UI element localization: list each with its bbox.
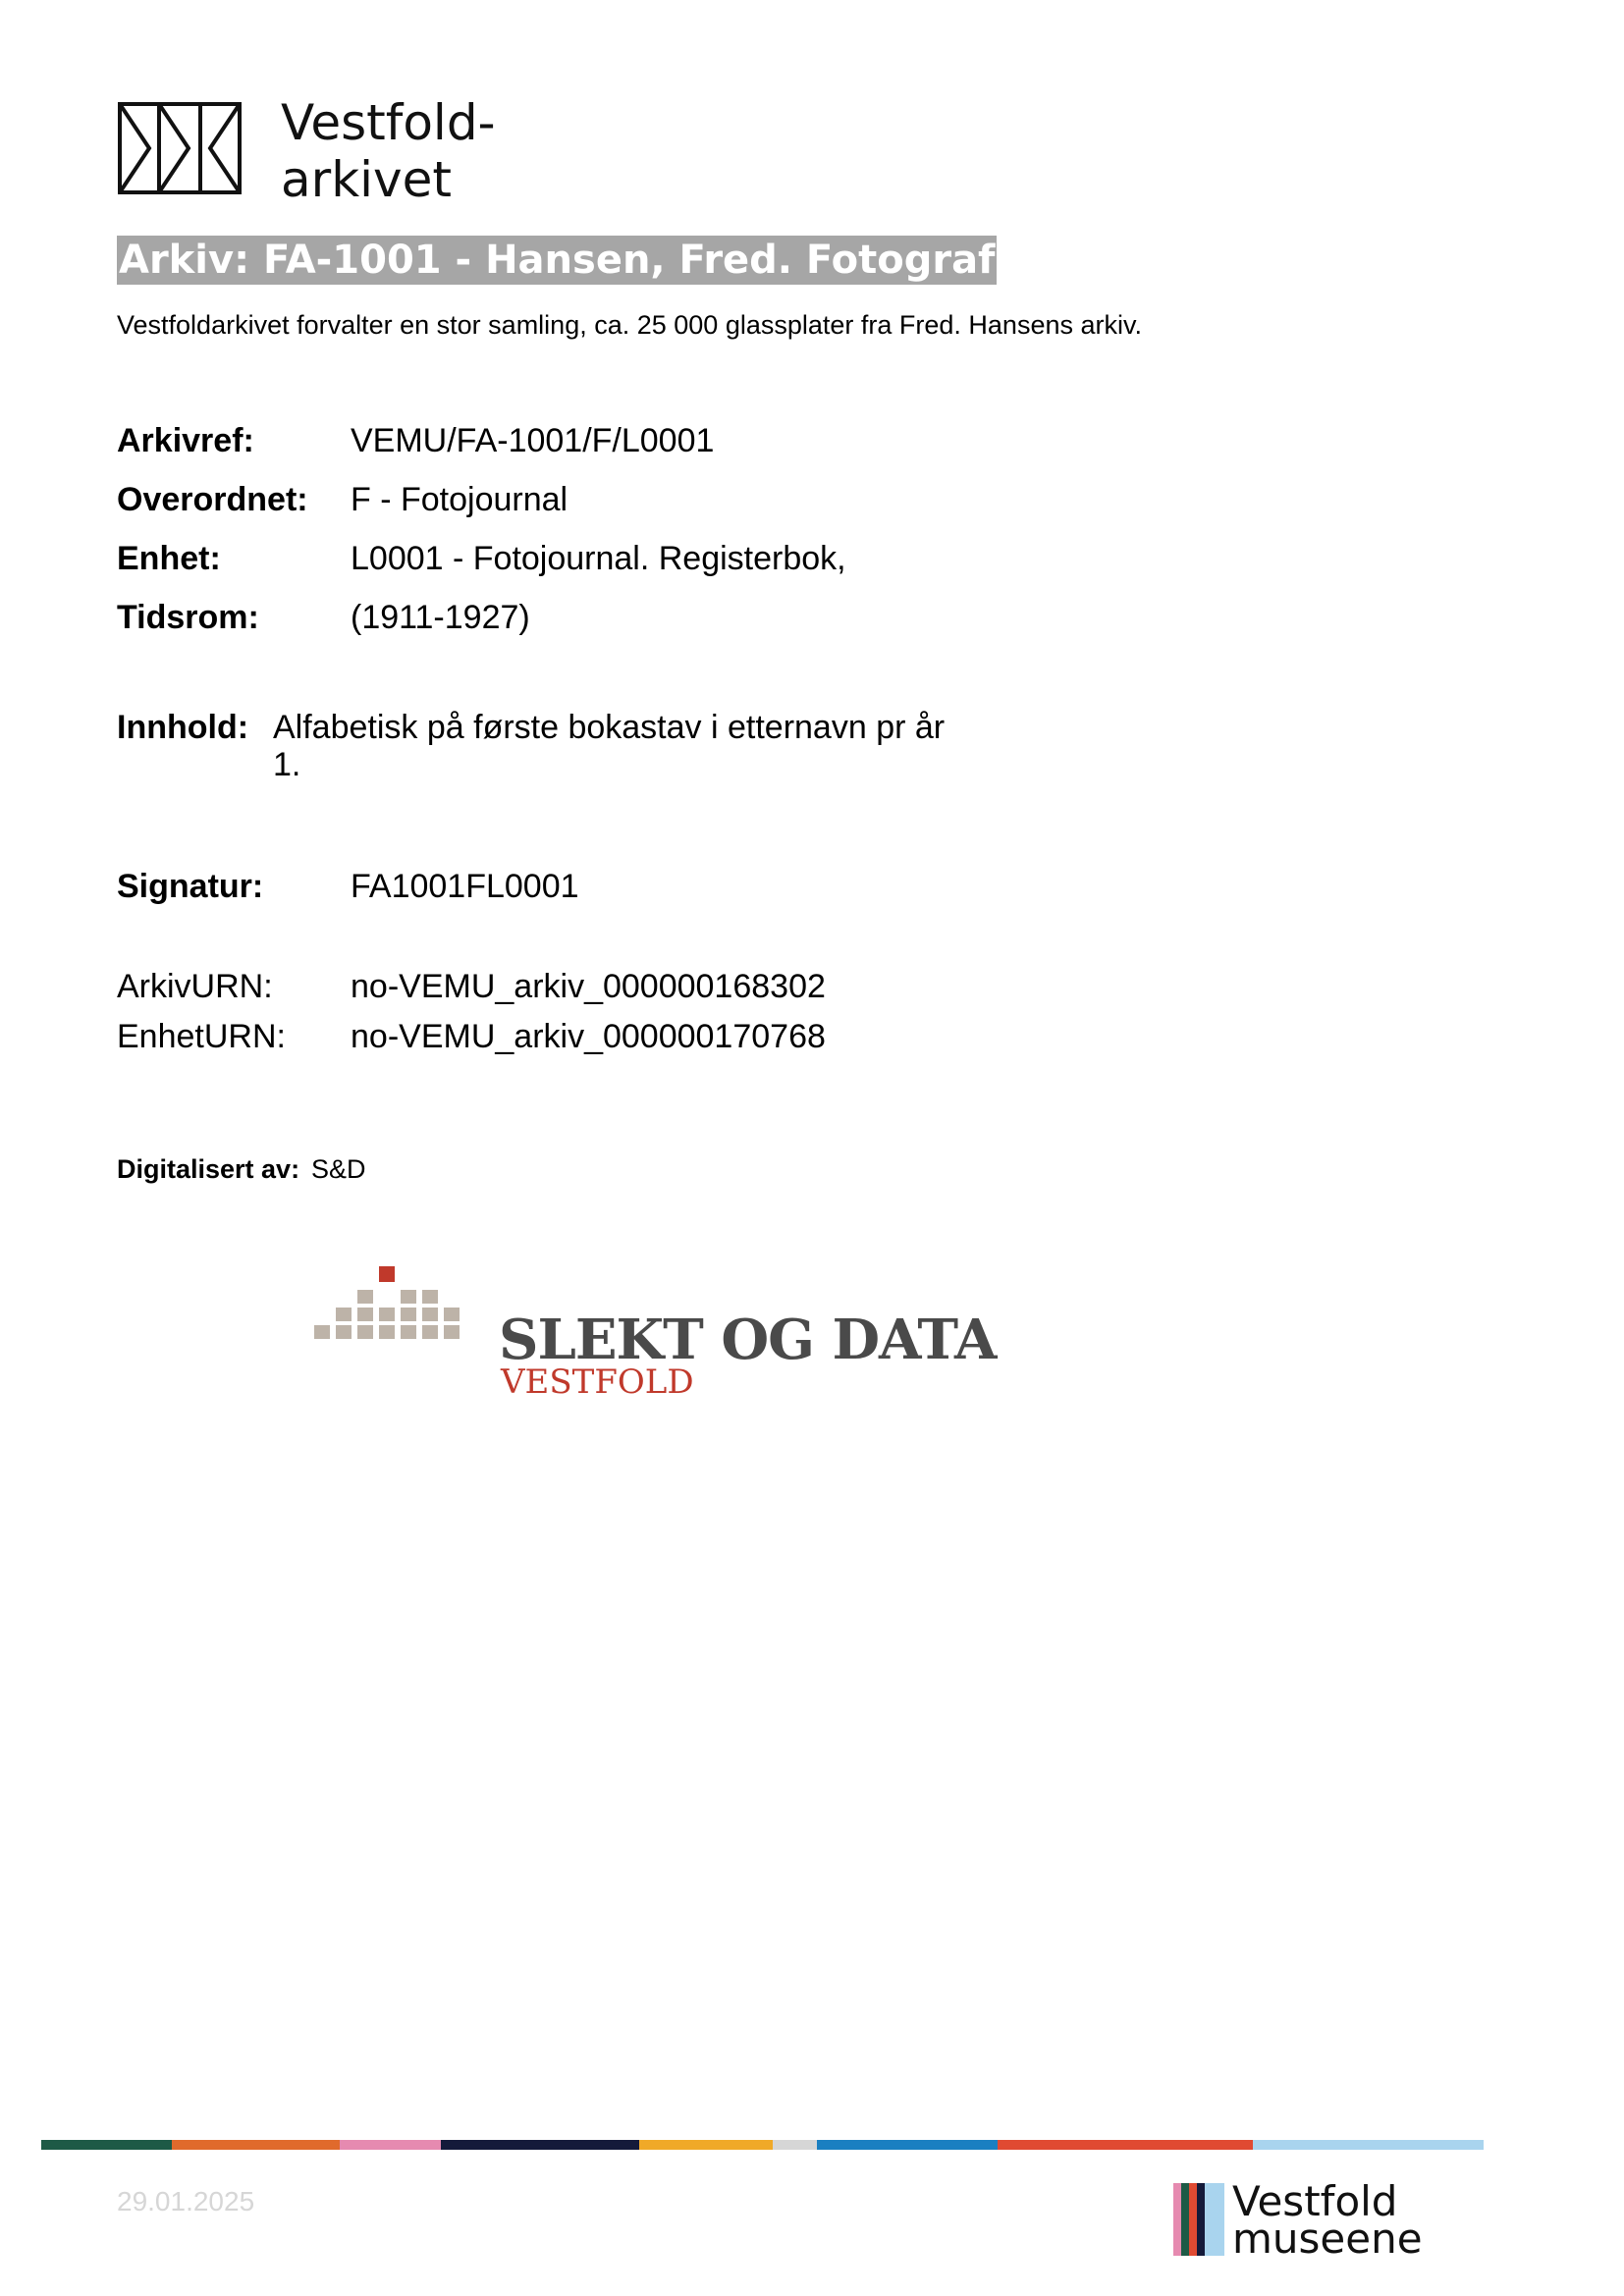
field-value-enhet: L0001 - Fotojournal. Registerbok, [351, 540, 846, 577]
vestfoldmuseene-logo [1173, 2177, 1468, 2263]
field-label-overordnet: Overordnet: [117, 481, 308, 518]
field-label-tidsrom: Tidsrom: [117, 599, 259, 636]
archive-intro: Vestfoldarkivet forvalter en stor samling, ca. 25 000 glassplater fra Fred. Hansens arkiv. [117, 310, 1142, 340]
archive-title: Arkiv: FA-1001 - Hansen, Fred. Fotograf [119, 238, 996, 283]
enhet-urn-label: EnhetURN: [117, 1018, 286, 1055]
slekt-og-data-subtitle: VESTFOLD [501, 1362, 694, 1402]
slekt-og-data-logo [310, 1266, 997, 1402]
museum-logo-line-1: Vestfold [1232, 2177, 1398, 2225]
color-segment [817, 2140, 998, 2150]
color-segment [41, 2140, 172, 2150]
slekt-og-data-mark-icon [310, 1266, 467, 1355]
content-line-1: Alfabetisk på første bokastav i etternavn pr år [273, 709, 946, 746]
content-line-2: 1. [273, 746, 301, 783]
digitized-value: S&D [311, 1154, 366, 1184]
color-segment [998, 2140, 1253, 2150]
footer-date: 29.01.2025 [117, 2186, 255, 2216]
enhet-urn-value: no-VEMU_arkiv_000000170768 [351, 1018, 826, 1055]
color-segment [1253, 2140, 1484, 2150]
field-value-overordnet: F - Fotojournal [351, 481, 568, 518]
logo-line-1: Vestfold- [281, 94, 496, 151]
logo-line-2: arkivet [281, 151, 452, 208]
archive-mark-icon [118, 102, 242, 194]
signature-label: Signatur: [117, 868, 264, 905]
vestfoldarkivet-logo [118, 94, 530, 208]
color-segment [639, 2140, 773, 2150]
color-segment [172, 2140, 340, 2150]
footer-color-bar [41, 2140, 1484, 2150]
content-label: Innhold: [117, 709, 249, 746]
field-label-arkivref: Arkivref: [117, 422, 254, 459]
color-segment [340, 2140, 441, 2150]
slekt-og-data-title: SLEKT OG DATA [499, 1308, 997, 1372]
field-value-arkivref: VEMU/FA-1001/F/L0001 [351, 422, 715, 459]
arkiv-urn-label: ArkivURN: [117, 968, 273, 1005]
museum-logo-line-2: museene [1232, 2215, 1423, 2263]
signature-value: FA1001FL0001 [351, 868, 579, 905]
field-value-tidsrom: (1911-1927) [351, 599, 530, 636]
museum-stripes-icon [1173, 2183, 1224, 2256]
digitized-label: Digitalisert av: [117, 1154, 300, 1184]
logo-text [281, 94, 496, 208]
color-segment [773, 2140, 817, 2150]
arkiv-urn-value: no-VEMU_arkiv_000000168302 [351, 968, 826, 1005]
field-label-enhet: Enhet: [117, 540, 221, 577]
color-segment [441, 2140, 639, 2150]
